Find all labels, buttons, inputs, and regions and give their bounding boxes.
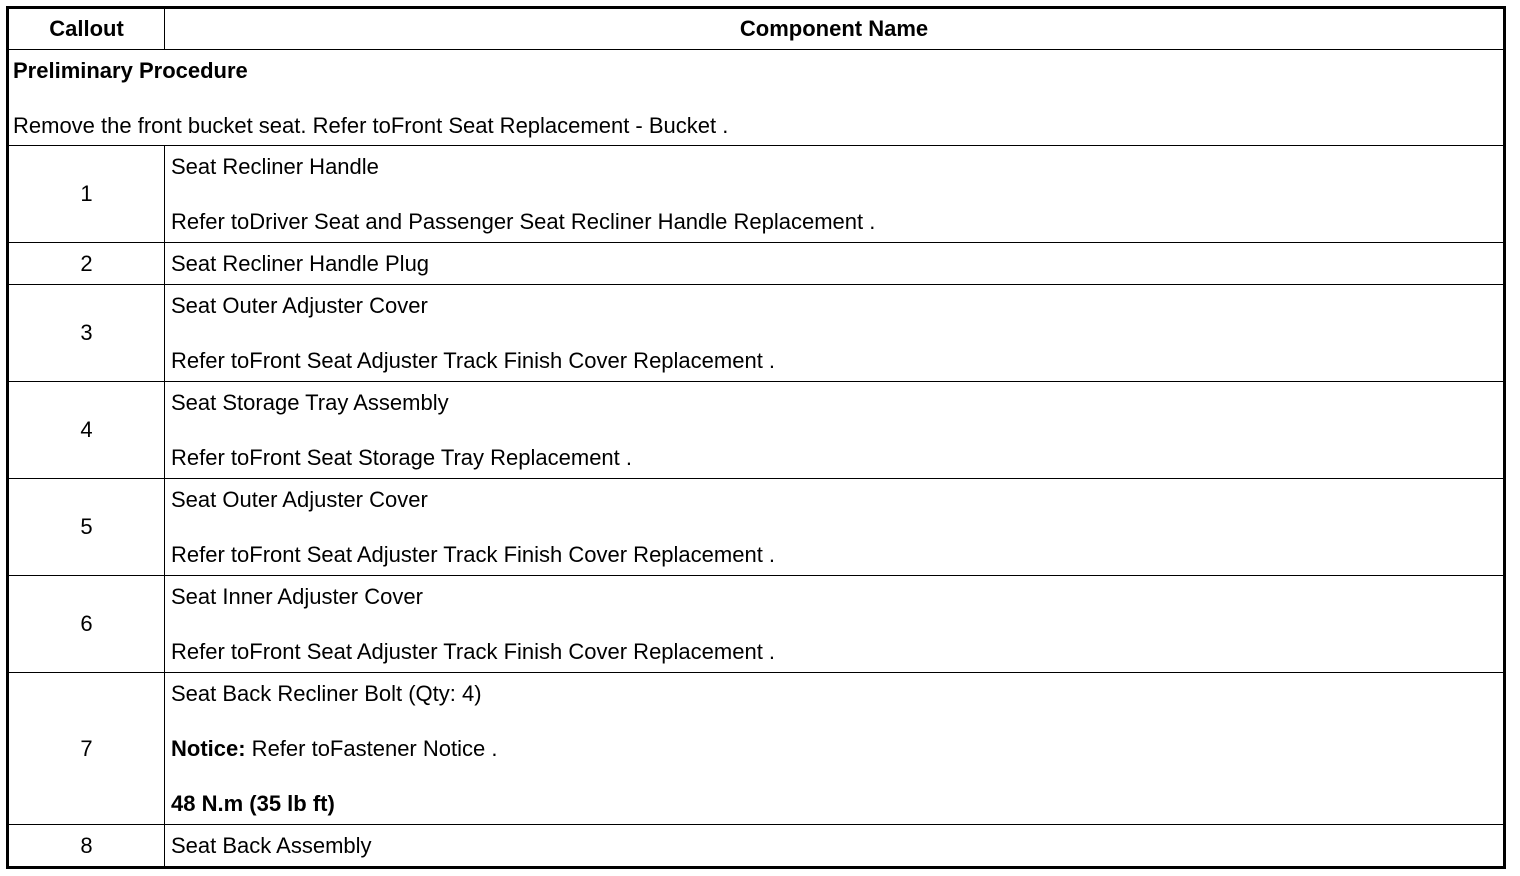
component-name: Seat Inner Adjuster Cover (171, 584, 423, 609)
component-table (6, 6, 1506, 869)
reference-text: Refer toFront Seat Adjuster Track Finish Cover Replacement . (171, 348, 776, 373)
component-name: Seat Back Assembly (171, 833, 372, 858)
component-name: Seat Back Recliner Bolt (Qty: 4) (171, 681, 482, 706)
table-row (9, 824, 1503, 866)
reference-text: Refer toFront Seat Storage Tray Replacement . (171, 445, 633, 470)
reference-text: Refer toFront Seat Adjuster Track Finish Cover Replacement . (171, 639, 776, 664)
reference-text: Refer toDriver Seat and Passenger Seat Recliner Handle Replacement . (171, 209, 876, 234)
table-header-row (9, 9, 1503, 49)
notice-label: Notice: (171, 736, 246, 761)
callout-cell: 1 (9, 146, 165, 242)
callout-cell: 5 (9, 479, 165, 575)
component-name: Seat Recliner Handle Plug (171, 251, 430, 276)
reference-text: Refer toFront Seat Adjuster Track Finish Cover Replacement . (171, 542, 776, 567)
notice-line (171, 735, 1497, 762)
component-name: Seat Outer Adjuster Cover (171, 487, 428, 512)
table-row (9, 575, 1503, 672)
table-row (9, 145, 1503, 242)
preliminary-procedure-text: Remove the front bucket seat. Refer toFront Seat Replacement - Bucket . (13, 113, 729, 138)
torque-spec: 48 N.m (35 lb ft) (171, 791, 335, 816)
callout-cell: 4 (9, 382, 165, 478)
component-name: Seat Recliner Handle (171, 154, 379, 179)
callout-cell: 6 (9, 576, 165, 672)
component-name: Seat Outer Adjuster Cover (171, 293, 428, 318)
callout-cell: 2 (9, 243, 165, 284)
table-row (9, 284, 1503, 381)
component-name: Seat Storage Tray Assembly (171, 390, 449, 415)
callout-cell: 7 (9, 673, 165, 824)
preliminary-procedure-title: Preliminary Procedure (13, 58, 248, 83)
table-row (9, 381, 1503, 478)
callout-cell: 8 (9, 825, 165, 866)
callout-column-header: Callout (9, 9, 165, 49)
component-name-column-header: Component Name (739, 16, 929, 41)
table-row (9, 242, 1503, 284)
preliminary-procedure-row (9, 49, 1503, 145)
notice-text: Refer toFastener Notice . (245, 736, 498, 761)
table-row (9, 478, 1503, 575)
table-row (9, 672, 1503, 824)
callout-cell: 3 (9, 285, 165, 381)
